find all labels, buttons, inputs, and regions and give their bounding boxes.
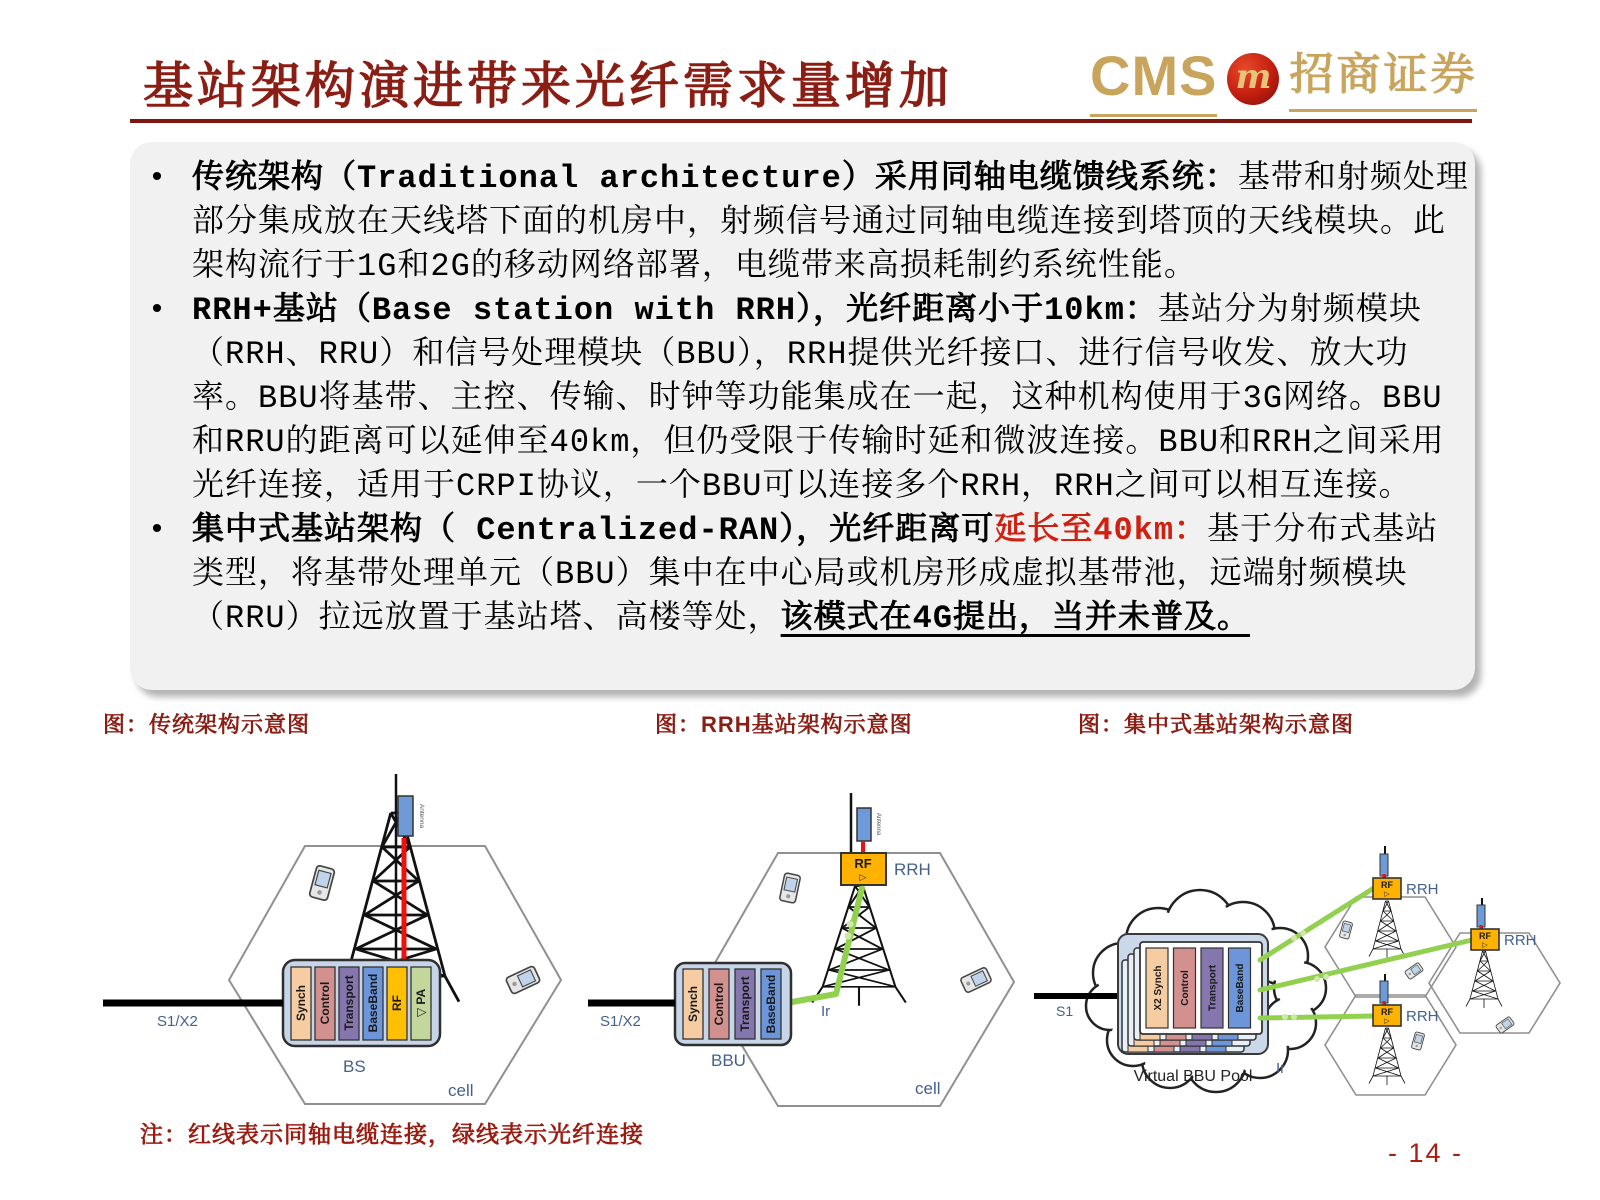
title-underline — [130, 119, 1472, 123]
text-segment: 传统架构（Traditional architecture）采用同轴电缆馈线系统： — [192, 160, 1238, 197]
content-box — [130, 142, 1475, 690]
s1x2-label: S1/X2 — [157, 1013, 198, 1030]
caption-rrh: 图：RRH基站架构示意图 — [655, 712, 913, 737]
svg-text:X2 Synch: X2 Synch — [1153, 965, 1164, 1011]
svg-text:▷: ▷ — [1384, 1018, 1390, 1025]
svg-text:▷: ▷ — [1384, 891, 1390, 898]
virtual-bbu-pool-label: Virtual BBU Pool — [1133, 1068, 1253, 1085]
antenna-label: Antenna — [418, 803, 425, 829]
svg-text:Synch: Synch — [294, 984, 308, 1022]
fiber-dot — [845, 933, 852, 940]
bs-box — [283, 960, 440, 1046]
svg-text:Transport: Transport — [738, 976, 752, 1032]
text-segment: 集中式基站架构（ Centralized-RAN），光纤距离可 — [192, 512, 995, 549]
rrh-box — [841, 853, 886, 885]
bbu-box — [675, 963, 791, 1045]
bbu-label: BBU — [711, 1051, 746, 1070]
svg-text:Transport: Transport — [1207, 964, 1219, 1012]
svg-text:Control: Control — [712, 982, 726, 1026]
bullet-centralized — [130, 509, 1475, 641]
phone-icon — [1411, 1032, 1425, 1051]
svg-text:Synch: Synch — [686, 985, 700, 1023]
virtual-bbu-stack — [1118, 934, 1268, 1054]
rrh-box — [1373, 878, 1401, 899]
svg-text:Control: Control — [1180, 970, 1191, 1006]
logo-brand-text: 招商证券 — [1289, 53, 1477, 112]
svg-text:RF: RF — [390, 995, 404, 1011]
bullet-rrh — [130, 289, 1475, 509]
svg-text:▽ PA: ▽ PA — [414, 988, 428, 1018]
text-segment: 延长至40km： — [994, 512, 1208, 549]
bullet-list — [130, 157, 1475, 641]
text-segment: 基带和射频处理部分集成放在天线塔下面的机房中，射频信号通过同轴电缆连接到塔顶的天线模块。此架构流行于1G和2G的移动网络部署，电缆带来高损耗制约系统性能。 — [192, 160, 1469, 285]
ir-label: Ir — [821, 1003, 831, 1020]
svg-text:RF: RF — [1381, 880, 1393, 890]
s1x2-label: S1/X2 — [600, 1013, 641, 1030]
diagram-traditional-architecture — [95, 758, 595, 1110]
phone-icon — [309, 865, 335, 901]
rrh-label: RRH — [1504, 932, 1537, 949]
diagram-centralized-ran — [1028, 788, 1576, 1120]
text-segment: 基于分布式基站类型，将基带处理单元（BBU）集中在中心局或机房形成虚拟基带池，远端射频模块（RRU）拉远放置于基站塔、高楼等处， — [192, 512, 1439, 637]
text-segment: 基站分为射频模块（RRH、RRU）和信号处理模块（BBU），RRH提供光纤接口、进行信号收发、放大功率。BBU将基带、主控、传输、时钟等功能集成在一起，这种机构使用于3G网络。BBU和RRU的距离可以延伸至40km，但仍受限于传输时延和微波连接。BBU和RRH之间采用光纤连接，适用于CRPI协议，一个BBU可以连接多个RRH，RRH之间可以相互连接。 — [192, 292, 1445, 505]
antenna-icon — [857, 808, 871, 841]
legend-note: 注：红线表示同轴电缆连接，绿线表示光纤连接 — [140, 1121, 644, 1147]
cell-label: cell — [448, 1081, 474, 1100]
page-title: 基站架构演进带来光纤需求量增加 — [143, 56, 953, 115]
phone-icon — [960, 967, 992, 993]
text-segment: RRH+基站（Base station with RRH），光纤距离小于10km： — [192, 292, 1158, 329]
antenna-label: Antenna — [875, 812, 881, 836]
svg-text:Transport: Transport — [342, 975, 356, 1031]
phone-icon — [1339, 921, 1353, 940]
antenna-icon — [1380, 981, 1388, 1003]
svg-text:Control: Control — [318, 981, 332, 1025]
tower-icon — [1466, 951, 1502, 1008]
svg-text:BaseBand: BaseBand — [366, 973, 380, 1033]
svg-text:RF: RF — [1479, 931, 1491, 941]
phone-icon — [779, 873, 800, 904]
s1-label: S1 — [1056, 1003, 1074, 1019]
logo-cms-text: CMS — [1090, 48, 1217, 117]
ir-label: Ir — [1276, 1060, 1286, 1077]
text-segment: 该模式在4G提出，当并未普及。 — [780, 600, 1251, 637]
svg-text:▷: ▷ — [1482, 942, 1488, 949]
tower-icon — [1369, 901, 1405, 958]
logo-globe-icon: m — [1227, 53, 1279, 105]
rrh-label: RRH — [1406, 1008, 1439, 1025]
svg-text:BaseBand: BaseBand — [1235, 963, 1246, 1013]
bullet-traditional — [130, 157, 1475, 289]
fiber-dot — [847, 921, 854, 928]
rrh-label: RRH — [894, 860, 931, 879]
caption-traditional: 图：传统架构示意图 — [103, 712, 311, 737]
company-logo — [1090, 44, 1478, 117]
cell-label: cell — [915, 1079, 941, 1098]
svg-text:BaseBand: BaseBand — [764, 974, 778, 1034]
phone-icon — [505, 966, 540, 995]
rrh-label: RRH — [1406, 881, 1439, 898]
antenna-icon — [1477, 905, 1485, 927]
svg-text:RF: RF — [1381, 1007, 1393, 1017]
diagram-rrh-architecture — [578, 758, 1060, 1110]
antenna-icon — [398, 796, 413, 836]
phone-icon — [1495, 1016, 1514, 1034]
svg-text:▷: ▷ — [859, 872, 867, 882]
rrh-box — [1471, 929, 1499, 950]
antenna-icon — [1380, 854, 1388, 876]
tower-icon — [1369, 1028, 1405, 1085]
caption-centralized: 图：集中式基站架构示意图 — [1078, 712, 1355, 737]
bs-label: BS — [343, 1057, 366, 1076]
svg-text:RF: RF — [854, 856, 872, 871]
phone-icon — [1404, 962, 1423, 980]
rrh-box — [1373, 1005, 1401, 1026]
page-number: - 14 - — [1388, 1138, 1464, 1168]
